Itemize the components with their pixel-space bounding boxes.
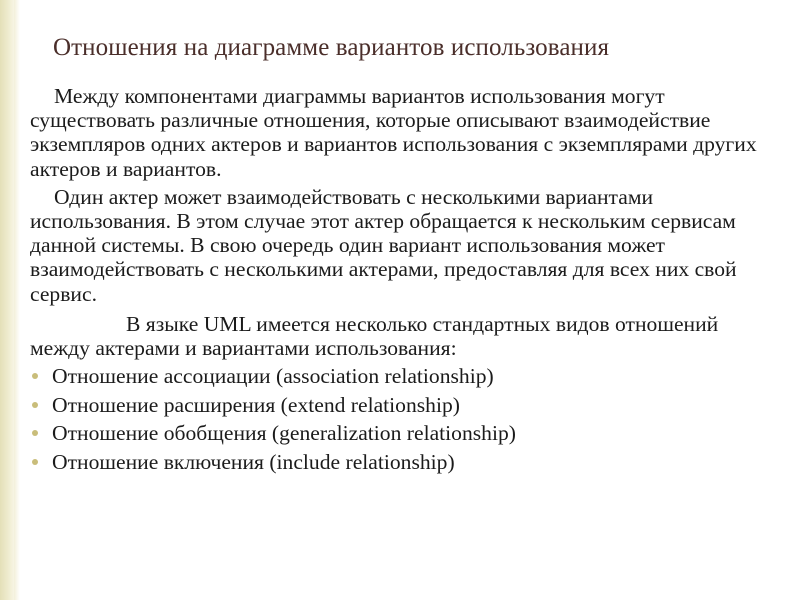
decorative-side-bar bbox=[0, 0, 14, 600]
decorative-side-bar-shade bbox=[14, 0, 20, 600]
slide-title: Отношения на диаграмме вариантов использования bbox=[53, 34, 610, 61]
bullet-dot-icon bbox=[32, 459, 38, 465]
list-item-label: Отношение включения (include relationship) bbox=[52, 450, 455, 475]
list-item-label: Отношение обобщения (generalization relationship) bbox=[52, 421, 516, 446]
slide-body bbox=[30, 84, 775, 479]
list-item-association bbox=[30, 364, 775, 388]
list-item-include bbox=[30, 450, 775, 474]
list-item-label: Отношение ассоциации (association relationship) bbox=[52, 364, 494, 389]
list-item-extend bbox=[30, 393, 775, 417]
bullet-dot-icon bbox=[32, 373, 38, 379]
bullet-dot-icon bbox=[32, 402, 38, 408]
paragraph-actor-interaction: Один актер может взаимодействовать с несколькими вариантами использования. В этом случае этот актер обращается к нескольким сервисам данной системы. В свою очередь один вариант использования может взаимодействовать с несколькими актерами, предоставляя для всех них свой сервис. bbox=[30, 184, 737, 306]
paragraph-uml-relations: В языке UML имеется несколько стандартных видов отношений между актерами и вариантами использования: bbox=[30, 311, 719, 361]
list-item-generalization bbox=[30, 421, 775, 445]
list-item-label: Отношение расширения (extend relationship) bbox=[52, 392, 460, 417]
relations-list bbox=[30, 364, 775, 474]
bullet-dot-icon bbox=[32, 430, 38, 436]
paragraph-relations-intro: Между компонентами диаграммы вариантов использования могут существовать различные отношения, которые описывают взаимодействие экземпляров одних актеров и вариантов использования с экземплярами других актеров и вариантов. bbox=[30, 84, 757, 181]
